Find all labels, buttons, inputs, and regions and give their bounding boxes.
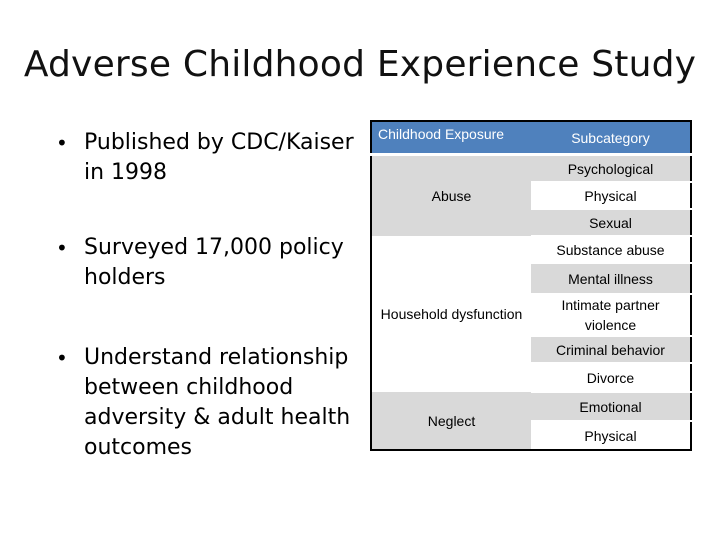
bullet-text: Surveyed 17,000 policy holders xyxy=(84,235,344,290)
table-row xyxy=(371,155,691,183)
subcategory-cell: Criminal behavior xyxy=(531,336,691,363)
subcategory-cell: Intimate partner violence xyxy=(531,294,691,336)
bullet-marker: • xyxy=(56,131,68,155)
bullet-marker: • xyxy=(56,236,68,260)
subcategory-cell: Divorce xyxy=(531,363,691,392)
header-subcategory: Subcategory xyxy=(531,121,691,155)
subcategory-cell: Psychological xyxy=(531,155,691,183)
subcategory-cell: Substance abuse xyxy=(531,236,691,263)
subcategory-cell: Sexual xyxy=(531,209,691,236)
bullet-list xyxy=(50,128,362,463)
bullet-item xyxy=(50,233,362,293)
header-childhood-exposure: Childhood Exposure xyxy=(371,121,531,155)
category-cell: Abuse xyxy=(371,155,531,237)
bullet-marker: • xyxy=(56,346,68,370)
category-cell: Household dysfunction xyxy=(371,236,531,392)
slide-title: Adverse Childhood Experience Study xyxy=(23,44,697,85)
ace-table xyxy=(370,120,692,451)
subcategory-cell: Mental illness xyxy=(531,263,691,294)
table-row xyxy=(371,236,691,263)
bullet-text: Understand relationship between childhood adversity & adult health outcomes xyxy=(84,345,351,460)
category-cell: Neglect xyxy=(371,392,531,450)
bullet-item xyxy=(50,343,362,463)
subcategory-cell: Physical xyxy=(531,421,691,450)
bullet-text: Published by CDC/Kaiser in 1998 xyxy=(84,130,354,185)
subcategory-cell: Emotional xyxy=(531,392,691,421)
table-row xyxy=(371,392,691,421)
table-header-row xyxy=(371,121,691,155)
bullet-item xyxy=(50,128,362,188)
subcategory-cell: Physical xyxy=(531,182,691,209)
